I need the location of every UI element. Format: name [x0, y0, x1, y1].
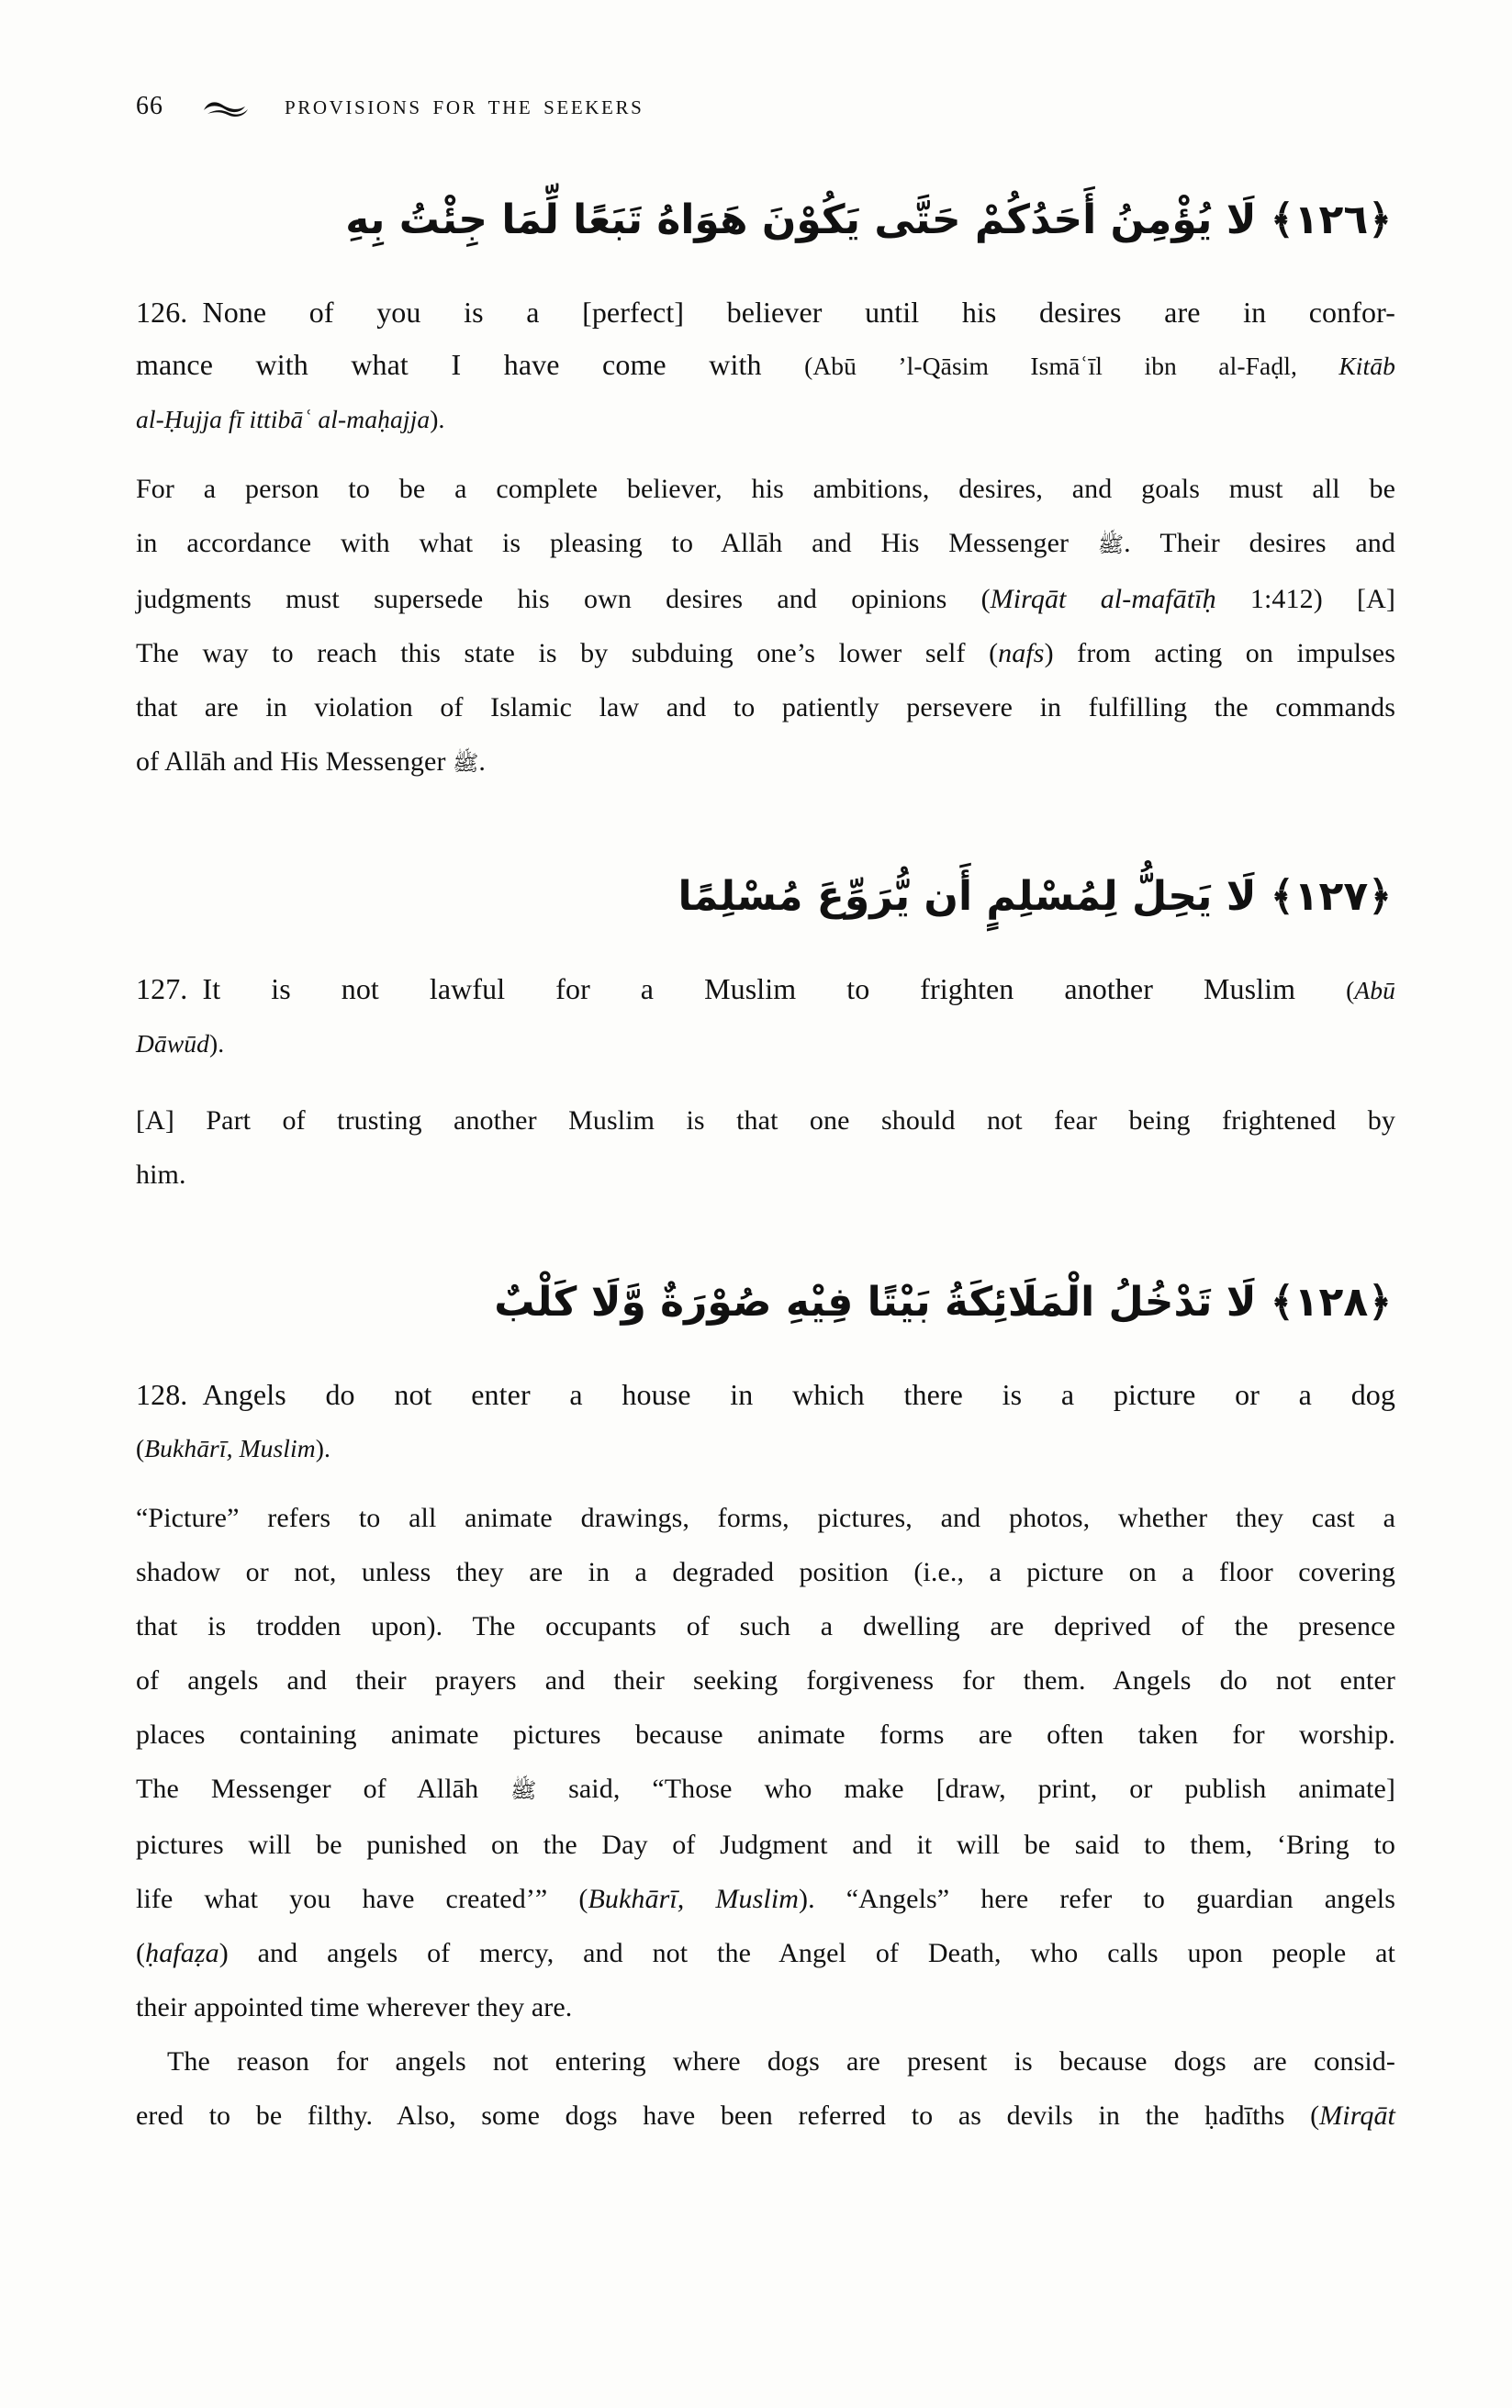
hadith-arabic-text-127: ﴿١٢٧﴾ لَا يَحِلُّ لِمُسْلِمٍ أَن يُّرَوِّعَ مُسْلِمًا [678, 873, 1392, 920]
book-title-header: PROVISIONS FOR THE SEEKERS [285, 96, 644, 118]
text-line: (ḥafaẓa) and angels of mercy, and not the Angel of Death, who calls upon people at [136, 1938, 1395, 1968]
hadith-arabic-text-126: ﴿١٢٦﴾ لَا يُؤْمِنُ أَحَدُكُمْ حَتَّى يَكُوْنَ هَوَاهُ تَبَعًا لِّمَا جِئْتُ بِهِ [345, 196, 1392, 243]
text-line: him. [136, 1159, 186, 1190]
text-line: in accordance with what is pleasing to Allāh and His Messenger ﷺ. Their desires and [136, 528, 1395, 558]
text-line: The Messenger of Allāh ﷺ said, “Those who make [draw, print, or publish animate] [136, 1774, 1395, 1804]
text-line: places containing animate pictures because animate forms are often taken for worship. [136, 1719, 1395, 1750]
hadith-entry-128 [136, 1255, 1395, 2143]
text-line: “Picture” refers to all animate drawings, forms, pictures, and photos, whether they cast a [136, 1503, 1395, 1533]
hadith-translation-126 [136, 286, 1395, 445]
swash-ornament-icon [202, 97, 250, 124]
hadith-translation-128 [136, 1369, 1395, 1474]
text-line: 127. It is not lawful for a Muslim to frighten another Muslim (Abū [136, 972, 1395, 1005]
text-line: [A] Part of trusting another Muslim is that one should not fear being frightened by [136, 1105, 1395, 1136]
text-line: al-Ḥujja fī ittibāʿ al-maḥajja). [136, 405, 445, 433]
running-header [136, 0, 1395, 121]
text-line: 128. Angels do not enter a house in which there is a picture or a dog [136, 1378, 1395, 1411]
text-line: judgments must supersede his own desires and opinions (Mirqāt al-mafātīḥ 1:412) [A] [136, 584, 1395, 614]
hadith-arabic-text-128: ﴿١٢٨﴾ لَا تَدْخُلُ الْمَلَائِكَةُ بَيْتًا فِيْهِ صُوْرَةٌ وَّلَا كَلْبٌ [494, 1279, 1392, 1326]
text-line: pictures will be punished on the Day of Judgment and it will be said to them, ‘Bring to [136, 1830, 1395, 1860]
page-content [136, 0, 1395, 2143]
hadith-commentary-127 [136, 1093, 1395, 1202]
text-line: ered to be filthy. Also, some dogs have been referred to as devils in the ḥadīths (Mirqāt [136, 2100, 1395, 2131]
text-line: shadow or not, unless they are in a degraded position (i.e., a picture on a floor covering [136, 1557, 1395, 1587]
text-line: Dāwūd). [136, 1029, 225, 1058]
hadith-translation-127 [136, 963, 1395, 1070]
commentary-paragraph [136, 1093, 1395, 1202]
text-line: The way to reach this state is by subduing one’s lower self (nafs) from acting on impulses [136, 638, 1395, 668]
text-line: (Bukhārī, Muslim). [136, 1434, 330, 1462]
text-line: of Allāh and His Messenger ﷺ. [136, 746, 486, 777]
text-line: 126. None of you is a [perfect] believer until his desires are in confor- [136, 296, 1395, 329]
text-line: mance with what I have come with (Abū ’l-Qāsim Ismāʿīl ibn al-Faḍl, Kitāb [136, 348, 1395, 381]
text-line: that are in violation of Islamic law and to patiently persevere in fulfilling the commands [136, 692, 1395, 722]
text-line: For a person to be a complete believer, his ambitions, desires, and goals must all be [136, 474, 1395, 504]
commentary-paragraph [136, 462, 1395, 790]
text-line: that is trodden upon). The occupants of such a dwelling are deprived of the presence [136, 1611, 1395, 1641]
hadith-entry-127 [136, 849, 1395, 1202]
text-line: of angels and their prayers and their seeking forgiveness for them. Angels do not enter [136, 1665, 1395, 1696]
text-line: life what you have created’” (Bukhārī, Muslim). “Angels” here refer to guardian angels [136, 1884, 1395, 1914]
hadith-commentary-128 [136, 1491, 1395, 2143]
hadith-commentary-126 [136, 462, 1395, 790]
text-line: their appointed time wherever they are. [136, 1992, 573, 2022]
text-line: The reason for angels not entering where dogs are present is because dogs are consid- [167, 2046, 1395, 2077]
page-number: 66 [136, 92, 163, 120]
commentary-paragraph [136, 2034, 1395, 2143]
hadith-entry-126 [136, 173, 1395, 790]
commentary-paragraph [136, 1491, 1395, 2034]
